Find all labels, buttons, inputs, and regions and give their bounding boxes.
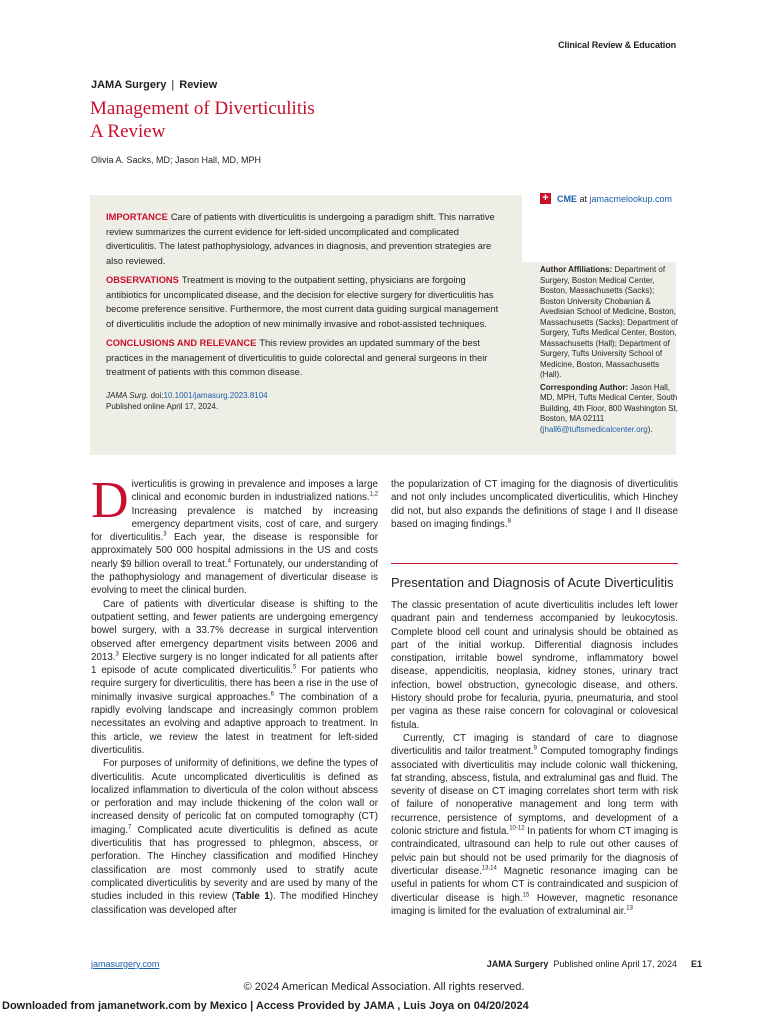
abstract-importance xyxy=(106,210,508,268)
text-span: In patients for whom CT imaging is contraindicated, ultrasound can help to rule out other causes of pelvic pain but should not be used primarily for the diagnosis of diverticular disease. xyxy=(391,826,678,877)
importance-heading: IMPORTANCE xyxy=(106,212,168,222)
body-paragraph-1 xyxy=(91,472,378,598)
text-span: Complicated acute diverticulitis is defined as acute diverticulitis that has progressed to phlegmon, abscess, or perforation. The Hinchey classification and modified Hinchey classification are most commonly used to stratify acute complicated diverticulitis by severity and are used by many of the studies included in this review ( xyxy=(91,824,378,903)
affiliations-text: Department of Surgery, Boston Medical Center, Boston, Massachusetts (Sacks); Boston University Chobanian & Avedisian School of Medicine, Boston, Massachusetts (Sacks); Department of Surgery, Tufts Medical Center, Boston, Massachusetts (Hall); Department of Surgery, Tufts University School of Medicine, Boston, Massachusetts (Hall). xyxy=(540,265,678,379)
reference: 4 xyxy=(227,558,231,565)
article-title: Management of Diverticulitis xyxy=(90,98,315,119)
table-1-link[interactable]: Table 1 xyxy=(234,891,270,903)
text-span: Magnetic resonance imaging can be useful in patients for whom CT is contraindicated and suspicion of diverticular disease is high. xyxy=(391,865,678,904)
body-paragraph-6 xyxy=(391,732,678,918)
section-divider xyxy=(391,563,678,564)
observations-heading: OBSERVATIONS xyxy=(106,275,179,285)
reference: 3 xyxy=(163,531,167,538)
journal-separator: | xyxy=(171,79,175,91)
body-paragraph-5: The classic presentation of acute diverticulitis includes left lower quadrant pain and tenderness accompanied by leukocytosis. Complete blood cell count and urinalysis should be obtained as part of the initial workup. Differential diagnosis includes constipation, irritable bowel syndrome, inflammatory bowel disease, appendicitis, neoplasia, kidney stones, urinary tract infection, bowel obstruction, gynecologic disease, and others. History should probe for fecaluria, pyuria, pneumaturia, and stool per vagina as these raise concern for colovaginal or colovesical fistula. xyxy=(391,600,678,731)
conclusions-text: This review provides an updated summary of the best practices in the management of diverticulitis to guide colorectal and general surgeons in their treatment of patients with this common disease. xyxy=(106,338,488,377)
reference: 5 xyxy=(293,664,297,671)
footer-published: Published online April 17, 2024 xyxy=(553,959,677,969)
body-paragraph-2 xyxy=(91,598,378,758)
corresponding-text: Jason Hall, MD, MPH, Tufts Medical Center, South Building, 4th Floor, 800 Washington St, Boston, MA 02111 ( xyxy=(540,382,679,434)
reference: 9 xyxy=(533,746,537,752)
citation xyxy=(106,390,508,413)
cme-line xyxy=(540,193,672,204)
reference: 1,2 xyxy=(369,492,378,499)
abstract-conclusions xyxy=(106,336,508,380)
reference: 13 xyxy=(626,905,633,912)
footer-journal-info xyxy=(487,959,702,969)
author-list: Olivia A. Sacks, MD; Jason Hall, MD, MPH xyxy=(91,155,262,165)
corresponding-heading: Corresponding Author: xyxy=(540,382,629,392)
cme-link[interactable]: jamacmelookup.com xyxy=(589,193,673,204)
body-column-right-bottom xyxy=(391,599,678,918)
text-span: ). The modified Hinchey classification was developed after xyxy=(91,891,379,916)
observations-text: Treatment is moving to the outpatient setting, physicians are forgoing antibiotics for uncomplicated disease, and the decision for elective surgery for diverticulitis has become preference sensitive. Furthermore, the most current data guiding surgical management of diverticulitis include the adoption of new minimally invasive and robot-assisted techniques. xyxy=(106,275,499,329)
text-span: Elective surgery is no longer indicated for all patients after 1 episode of acute complicated diverticulitis. xyxy=(91,651,378,677)
text-span: Each year, the disease is responsible for approximately 500 000 hospital admissions in the US and costs nearly $9 billion overall to treat. xyxy=(91,532,378,570)
reference: 10-12 xyxy=(509,825,525,832)
article-type: Review xyxy=(179,79,218,91)
text-span: For patients who require surgery for diverticulitis, there has been a rise in the use of minimally invasive surgical approaches. xyxy=(91,665,378,703)
text-span: Care of patients with diverticular disease is shifting to the outpatient setting, and fewer patients are undergoing emergency bowel surgery, with a 33.7% decrease in surgical intervention observed after emergency department visits between 2006 and 2013. xyxy=(91,598,378,663)
drop-cap: D xyxy=(91,472,129,529)
cme-at: at xyxy=(577,193,590,204)
conclusions-heading: CONCLUSIONS AND RELEVANCE xyxy=(106,338,257,348)
body-column-right-top xyxy=(391,478,678,531)
footer-url-link[interactable]: jamasurgery.com xyxy=(91,959,160,969)
email-link[interactable]: jhall6@tuftsmedicalcenter.org xyxy=(542,424,648,434)
article-subtitle: A Review xyxy=(90,121,166,142)
download-notice: Downloaded from jamanetwork.com by Mexico | Access Provided by JAMA , Luis Joya on 04/20/2024 xyxy=(2,1000,529,1012)
journal-line xyxy=(91,79,217,91)
reference: 15 xyxy=(522,892,530,899)
affiliations-heading: Author Affiliations: xyxy=(540,265,613,274)
text-span: Currently, CT imaging is standard of care to diagnose diverticulitis and tailor treatment. xyxy=(391,732,678,758)
cme-label: CME xyxy=(557,193,577,204)
text-span: The combination of a rapidly evolving landscape and increasingly common problem necessitates an evolving and adaptive approach to treatment. In this article, we review the latest in treatment for left-sided diverticulitis. xyxy=(91,691,378,756)
reference: 7 xyxy=(128,824,132,831)
text-span: Fortunately, our understanding of the pathophysiology and management of diverticular disease is evolving to meet the clinical burden. xyxy=(91,558,378,597)
section-label: Clinical Review & Education xyxy=(558,40,676,50)
footer-journal: JAMA Surgery xyxy=(486,959,549,969)
body-paragraph-4 xyxy=(391,478,678,531)
corresponding-end: ). xyxy=(647,424,653,434)
doi-link[interactable]: 10.1001/jamasurg.2023.8104 xyxy=(163,390,268,400)
author-affiliations xyxy=(540,265,678,437)
body-column-left xyxy=(91,472,379,917)
text-span: Increasing prevalence is matched by increasing emergency department visits, cost of care, and surgery for diverticulitis. xyxy=(91,505,378,544)
reference: 13,14 xyxy=(481,865,497,872)
published-date: Published online April 17, 2024. xyxy=(106,402,219,411)
citation-journal: JAMA Surg. xyxy=(106,390,149,400)
text-span: Computed tomography findings associated with diverticulitis may include colonic wall thickening, fat stranding, abscess, fistula, and extraluminal gas and fluid. The severity of disease on CT imaging correlates short term with risk of failure of nonoperative management and long term with recurrence, persistence of symptoms, and development of a colonic stricture and fistula. xyxy=(391,746,679,838)
importance-text: Care of patients with diverticulitis is undergoing a paradigm shift. This narrative review summarizes the current evidence for left-sided uncomplicated and complicated diverticulitis. The latest pathophysiology, advances in diagnosis, and prevention strategies are also reviewed. xyxy=(106,212,495,266)
abstract-box xyxy=(90,195,522,455)
text-span: iverticulitis is growing in prevalence and imposes a large clinical and economic burden in industrialized nations. xyxy=(131,479,378,504)
text-span: the popularization of CT imaging for the diagnosis of diverticulitis and not only includes uncomplicated diverticulitis, which Hinchey did not, but also expands the definitions of stage I and II disease based on imaging findings. xyxy=(391,479,678,530)
abstract-observations xyxy=(106,273,508,331)
reference: 3 xyxy=(115,651,119,658)
reference: 6 xyxy=(270,691,274,698)
section-heading: Presentation and Diagnosis of Acute Diverticulitis xyxy=(391,575,674,590)
body-paragraph-3 xyxy=(91,757,378,917)
journal-name: JAMA Surgery xyxy=(91,79,167,91)
plus-icon: + xyxy=(540,193,551,204)
text-span: For purposes of uniformity of definitions, we define the types of diverticulitis. Acute uncomplicated diverticulitis is defined as localized inflammation to diverticula of the colon without abscess or perforation and may include thickening of the colon wall or increased density of pericolic fat on computed tomography (CT) imaging. xyxy=(91,758,378,836)
copyright-notice: © 2024 American Medical Association. All rights reserved. xyxy=(243,981,525,993)
citation-doi-prefix: doi: xyxy=(150,390,164,400)
reference: 8 xyxy=(507,518,511,525)
page-number: E1 xyxy=(690,959,702,969)
text-span: However, magnetic resonance imaging is limited for the evaluation of extraluminal air. xyxy=(391,892,678,917)
